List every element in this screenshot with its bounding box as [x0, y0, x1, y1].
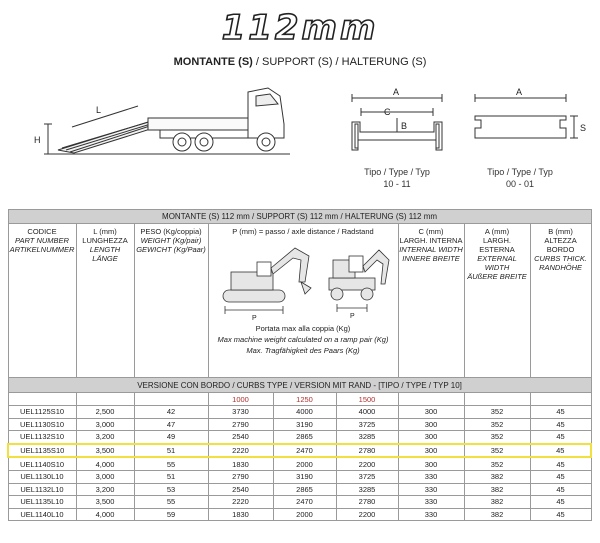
- cell-l: 3,200: [76, 483, 134, 496]
- cell-c: 330: [398, 508, 464, 521]
- cell-p3: 2780: [336, 496, 398, 509]
- cell-p1: 3730: [208, 406, 273, 419]
- table-main-title: MONTANTE (S) 112 mm / SUPPORT (S) 112 mm / HALTERUNG (S) 112 mm: [8, 210, 591, 224]
- cell-p1: 1830: [208, 508, 273, 521]
- spec-table: [7, 209, 592, 521]
- table-row: [8, 457, 591, 470]
- cell-p1: 2790: [208, 418, 273, 431]
- cell-p1: 2540: [208, 483, 273, 496]
- cell-p2: 4000: [273, 406, 336, 419]
- cell-p3: 3285: [336, 483, 398, 496]
- cell-code: UEL1135L10: [8, 496, 76, 509]
- cell-b: 45: [530, 406, 591, 419]
- truck-outline: [44, 88, 290, 154]
- cell-b: 45: [530, 483, 591, 496]
- cell-code: UEL1132S10: [8, 431, 76, 444]
- p-label-right: P: [350, 313, 355, 320]
- table-body: [8, 406, 591, 521]
- col-header-curb-height: B (mm) ALTEZZA BORDO CURBS THICK. RANDHÖHE: [530, 224, 591, 378]
- cell-l: 4,000: [76, 508, 134, 521]
- cell-code: UEL1135S10: [8, 444, 76, 458]
- cell-l: 3,500: [76, 496, 134, 509]
- p-label-left: P: [252, 315, 257, 322]
- max-load-line1: Portata max alla coppia (Kg): [255, 324, 351, 333]
- profile1-label-b: B: [401, 121, 408, 131]
- cell-w: 51: [134, 444, 208, 458]
- cell-a: 352: [464, 406, 530, 419]
- table-row: [8, 470, 591, 483]
- profile2-type-label: [470, 166, 570, 190]
- cell-p3: 2780: [336, 444, 398, 458]
- profile2-label-s: S: [580, 123, 587, 133]
- cell-p1: 1830: [208, 457, 273, 470]
- max-load-line3: Max. Tragfähigkeit des Paars (Kg): [246, 346, 360, 355]
- section-title: VERSIONE CON BORDO / CURBS TYPE / VERSION MIT RAND - [TIPO / TYPE / TYP 10]: [8, 378, 591, 393]
- cell-p2: 2865: [273, 483, 336, 496]
- col-header-weight: PESO (Kg/coppia) WEIGHT (Kg/pair) GEWICHT (Kg/Paar): [134, 224, 208, 378]
- cell-l: 4,000: [76, 457, 134, 470]
- cell-c: 330: [398, 496, 464, 509]
- cell-c: 300: [398, 406, 464, 419]
- page-title: 112mm: [221, 8, 379, 48]
- cell-code: UEL1130L10: [8, 470, 76, 483]
- p-value-1000: 1000: [208, 393, 273, 406]
- cell-c: 300: [398, 418, 464, 431]
- cell-p3: 4000: [336, 406, 398, 419]
- profile1-label-c: C: [384, 107, 391, 117]
- cell-p3: 3285: [336, 431, 398, 444]
- cell-c: 330: [398, 483, 464, 496]
- col-header-codice: CODICE PART NUMBER ARTIKELNUMMER: [8, 224, 76, 378]
- cell-p1: 2790: [208, 470, 273, 483]
- profile2-type-line1: Tipo / Type / Typ: [487, 167, 553, 177]
- cell-w: 47: [134, 418, 208, 431]
- p-value-1250: 1250: [273, 393, 336, 406]
- profile1-label-a: A: [393, 87, 400, 97]
- profile-10-11-drawing: [352, 94, 442, 150]
- cell-l: 2,500: [76, 406, 134, 419]
- axle-distance-values-row: [8, 393, 591, 406]
- profile1-type-line1: Tipo / Type / Typ: [364, 167, 430, 177]
- cell-w: 51: [134, 470, 208, 483]
- table-row: [8, 418, 591, 431]
- cell-b: 45: [530, 418, 591, 431]
- cell-p2: 3190: [273, 470, 336, 483]
- cell-p2: 2000: [273, 457, 336, 470]
- cell-c: 330: [398, 470, 464, 483]
- cell-w: 53: [134, 483, 208, 496]
- cell-p3: 2200: [336, 457, 398, 470]
- cell-b: 45: [530, 457, 591, 470]
- cell-p1: 2540: [208, 431, 273, 444]
- profile2-type-line2: 00 - 01: [505, 179, 535, 189]
- cell-p2: 2470: [273, 444, 336, 458]
- cell-p2: 2000: [273, 508, 336, 521]
- cell-b: 45: [530, 431, 591, 444]
- table-row: [8, 496, 591, 509]
- cell-code: UEL1140L10: [8, 508, 76, 521]
- cell-b: 45: [530, 444, 591, 458]
- cell-p2: 3190: [273, 418, 336, 431]
- cell-l: 3,000: [76, 470, 134, 483]
- cell-p1: 2220: [208, 444, 273, 458]
- cell-a: 382: [464, 508, 530, 521]
- cell-w: 55: [134, 457, 208, 470]
- cell-code: UEL1125S10: [8, 406, 76, 419]
- cell-b: 45: [530, 508, 591, 521]
- cell-a: 382: [464, 483, 530, 496]
- profile1-type-line2: 10 - 11: [383, 179, 411, 189]
- cell-c: 300: [398, 457, 464, 470]
- cell-a: 382: [464, 470, 530, 483]
- table-row: [8, 483, 591, 496]
- cell-c: 300: [398, 444, 464, 458]
- cell-p1: 2220: [208, 496, 273, 509]
- table-row: [8, 508, 591, 521]
- cell-p2: 2470: [273, 496, 336, 509]
- cell-w: 42: [134, 406, 208, 419]
- table-row: [8, 431, 591, 444]
- cell-c: 300: [398, 431, 464, 444]
- cell-b: 45: [530, 470, 591, 483]
- product-header: [0, 0, 600, 205]
- col-header-axle-distance: [208, 224, 398, 378]
- table-row: [8, 406, 591, 419]
- cell-l: 3,000: [76, 418, 134, 431]
- cell-l: 3,500: [76, 444, 134, 458]
- cell-code: UEL1130S10: [8, 418, 76, 431]
- cell-w: 49: [134, 431, 208, 444]
- profile1-type-label: [347, 166, 447, 190]
- cell-code: UEL1140S10: [8, 457, 76, 470]
- profile-00-01-drawing: [475, 94, 578, 138]
- cell-b: 45: [530, 496, 591, 509]
- profile2-label-a: A: [516, 87, 523, 97]
- cell-a: 352: [464, 457, 530, 470]
- col-header-length: L (mm) LUNGHEZZA LENGTH LÄNGE: [76, 224, 134, 378]
- axle-distance-title: P (mm) = passo / axle distance / Radstand: [232, 227, 374, 236]
- cell-w: 59: [134, 508, 208, 521]
- p-value-1500: 1500: [336, 393, 398, 406]
- cell-code: UEL1132L10: [8, 483, 76, 496]
- max-load-line2: Max machine weight calculated on a ramp pair (Kg): [217, 335, 389, 344]
- truck-label-h: H: [34, 135, 41, 145]
- cell-p2: 2865: [273, 431, 336, 444]
- cell-p3: 3725: [336, 470, 398, 483]
- truck-label-l: L: [96, 105, 102, 115]
- cell-a: 352: [464, 418, 530, 431]
- col-header-internal-width: C (mm) LARGH. INTERNA INTERNAL WIDTH INNERE BREITE: [398, 224, 464, 378]
- cell-p3: 3725: [336, 418, 398, 431]
- table-row-highlighted: [8, 444, 591, 458]
- cell-a: 352: [464, 431, 530, 444]
- cell-l: 3,200: [76, 431, 134, 444]
- cell-a: 352: [464, 444, 530, 458]
- cell-a: 382: [464, 496, 530, 509]
- subtitle-rest: / SUPPORT (S) / HALTERUNG (S): [252, 56, 427, 68]
- cell-w: 55: [134, 496, 208, 509]
- excavator-illustration: [213, 238, 393, 322]
- col-header-external-width: A (mm) LARGH. ESTERNA EXTERNAL WIDTH ÄUßERE BREITE: [464, 224, 530, 378]
- cell-p3: 2200: [336, 508, 398, 521]
- subtitle-bold: MONTANTE (S): [173, 56, 253, 68]
